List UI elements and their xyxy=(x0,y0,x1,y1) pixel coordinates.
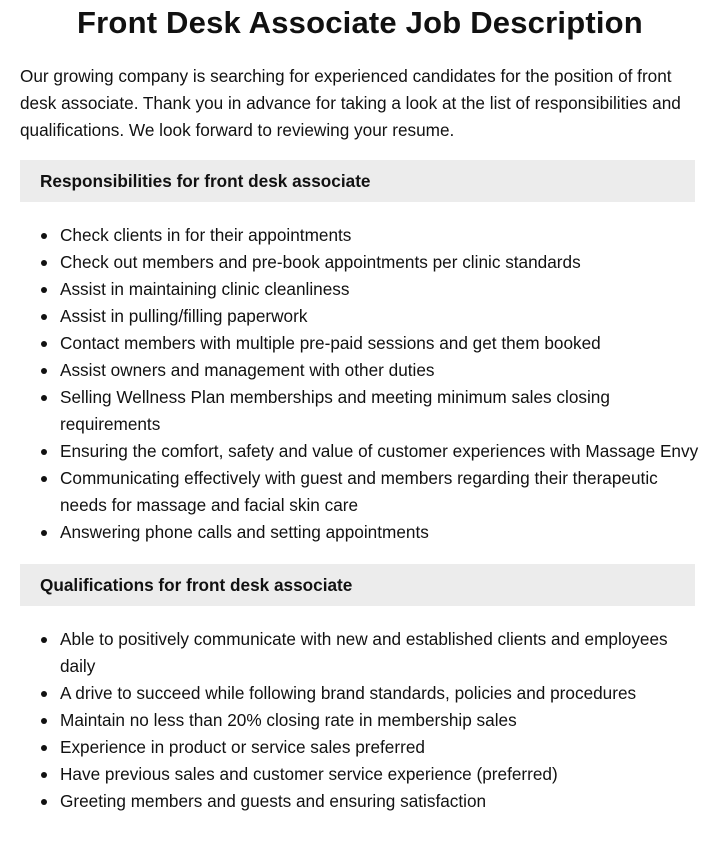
responsibilities-list xyxy=(20,222,700,546)
intro-paragraph: Our growing company is searching for experienced candidates for the position of front desk associate. Thank you in advance for taking a look at the list of responsibilities and qualifications. We look forward to reviewing your resume. xyxy=(20,66,681,140)
bullet-icon xyxy=(41,637,47,643)
list-item-text: Communicating effectively with guest and members regarding their therapeutic needs for massage and facial skin care xyxy=(60,468,658,515)
list-item-text: Experience in product or service sales preferred xyxy=(60,737,425,757)
bullet-icon xyxy=(41,287,47,293)
bullet-icon xyxy=(41,395,47,401)
bullet-icon xyxy=(41,341,47,347)
bullet-icon xyxy=(41,530,47,536)
list-item xyxy=(20,465,700,519)
list-item xyxy=(20,438,700,465)
list-item xyxy=(20,276,700,303)
list-item xyxy=(20,734,700,761)
list-item-text: Check out members and pre-book appointments per clinic standards xyxy=(60,252,581,272)
list-item xyxy=(20,707,700,734)
bullet-icon xyxy=(41,260,47,266)
list-item xyxy=(20,303,700,330)
list-item-text: Ensuring the comfort, safety and value of customer experiences with Massage Envy xyxy=(60,441,699,461)
qualifications-heading: Qualifications for front desk associate xyxy=(20,564,695,606)
list-item-text: Contact members with multiple pre-paid sessions and get them booked xyxy=(60,333,601,353)
bullet-icon xyxy=(41,772,47,778)
list-item xyxy=(20,222,700,249)
bullet-icon xyxy=(41,691,47,697)
bullet-icon xyxy=(41,799,47,805)
list-item-text: Answering phone calls and setting appointments xyxy=(60,522,429,542)
list-item xyxy=(20,626,700,680)
list-item xyxy=(20,680,700,707)
list-item-text: Have previous sales and customer service experience (preferred) xyxy=(60,764,558,784)
list-item-text: Assist owners and management with other duties xyxy=(60,360,435,380)
list-item xyxy=(20,761,700,788)
list-item-text: Check clients in for their appointments xyxy=(60,225,352,245)
bullet-icon xyxy=(41,368,47,374)
list-item xyxy=(20,519,700,546)
list-item-text: Maintain no less than 20% closing rate in membership sales xyxy=(60,710,517,730)
list-item xyxy=(20,249,700,276)
bullet-icon xyxy=(41,233,47,239)
page-title: Front Desk Associate Job Description xyxy=(77,5,643,40)
list-item-text: Selling Wellness Plan memberships and meeting minimum sales closing requirements xyxy=(60,387,610,434)
bullet-icon xyxy=(41,718,47,724)
responsibilities-heading: Responsibilities for front desk associate xyxy=(20,160,695,202)
list-item xyxy=(20,330,700,357)
list-item-text: A drive to succeed while following brand standards, policies and procedures xyxy=(60,683,637,703)
list-item xyxy=(20,357,700,384)
bullet-icon xyxy=(41,314,47,320)
list-item-text: Greeting members and guests and ensuring satisfaction xyxy=(60,791,487,811)
qualifications-list xyxy=(20,626,700,815)
list-item-text: Assist in pulling/filling paperwork xyxy=(60,306,308,326)
list-item xyxy=(20,788,700,815)
list-item xyxy=(20,384,700,438)
list-item-text: Able to positively communicate with new and established clients and employees daily xyxy=(60,629,668,676)
bullet-icon xyxy=(41,476,47,482)
bullet-icon xyxy=(41,449,47,455)
bullet-icon xyxy=(41,745,47,751)
list-item-text: Assist in maintaining clinic cleanliness xyxy=(60,279,350,299)
